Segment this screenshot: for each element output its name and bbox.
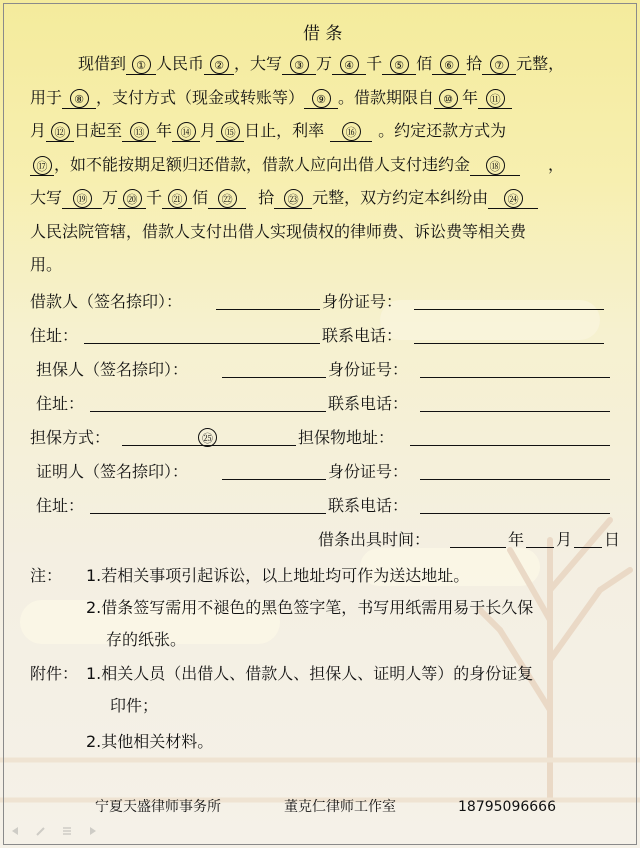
witness-id-line[interactable] bbox=[420, 479, 610, 480]
blank-marker: ⑲ bbox=[73, 189, 92, 208]
cloud-decoration bbox=[380, 300, 600, 340]
attachment-1-line-1: 1.相关人员（出借人、借款人、担保人、证明人等）的身份证复 bbox=[86, 664, 534, 683]
blank-marker: ④ bbox=[340, 55, 359, 74]
borrower-phone-label: 联系电话： bbox=[322, 326, 403, 345]
paragraph-line-1: 现借到 ① 人民币 ② ，大写 ③ 万 ④ 千 ⑤ 佰 ⑥ 拾 ⑦ 元整， bbox=[78, 54, 565, 73]
guarantee-method-label: 担保方式： bbox=[30, 428, 111, 447]
document-title: 借 条 bbox=[303, 24, 343, 44]
attachment-2: 2.其他相关材料。 bbox=[86, 732, 214, 751]
blank-marker: ③ bbox=[290, 55, 309, 74]
footer-lawyer-studio: 董克仁律师工作室 bbox=[284, 799, 396, 815]
menu-icon[interactable] bbox=[62, 826, 72, 836]
collateral-address-line[interactable] bbox=[410, 445, 610, 446]
witness-address-line[interactable] bbox=[90, 513, 326, 514]
witness-id-label: 身份证号： bbox=[328, 462, 409, 481]
guarantor-signature-line[interactable] bbox=[222, 377, 326, 378]
blank-marker: ⑰ bbox=[33, 156, 52, 175]
guarantor-id-label: 身份证号： bbox=[328, 360, 409, 379]
issue-day-line[interactable] bbox=[574, 547, 602, 548]
borrower-address-label: 住址： bbox=[30, 326, 79, 345]
pen-icon[interactable] bbox=[36, 826, 46, 836]
witness-address-label: 住址： bbox=[36, 496, 85, 515]
blank-marker: ㉕ bbox=[198, 428, 217, 447]
blank-marker: ⑯ bbox=[342, 122, 361, 141]
paragraph-line-3: 月 ⑫ 日起至 ⑬ 年 ⑭ 月 ⑮ 日止，利率 ⑯ 。约定还款方式为 bbox=[30, 121, 507, 140]
bare-tree-decoration bbox=[470, 460, 640, 800]
day-label: 日 bbox=[604, 530, 621, 549]
borrower-id-label: 身份证号： bbox=[322, 292, 403, 311]
note-1: 1.若相关事项引起诉讼，以上地址均可作为送达地址。 bbox=[86, 566, 470, 585]
issue-date-label: 借条出具时间： bbox=[318, 530, 431, 549]
guarantor-id-line[interactable] bbox=[420, 377, 610, 378]
witness-phone-label: 联系电话： bbox=[328, 496, 409, 515]
borrower-signature-line[interactable] bbox=[216, 309, 320, 310]
blank-marker: ⑬ bbox=[130, 122, 149, 141]
borrower-address-line[interactable] bbox=[84, 343, 320, 344]
paragraph-line-4: ⑰ ，如不能按期足额归还借款，借款人应向出借人支付违约金 ⑱ ， bbox=[30, 155, 564, 176]
guarantor-address-line[interactable] bbox=[90, 411, 326, 412]
borrower-id-line[interactable] bbox=[414, 309, 604, 310]
blank-marker: ⑤ bbox=[390, 55, 409, 74]
blank-marker: ② bbox=[210, 55, 229, 74]
next-arrow-icon[interactable] bbox=[88, 826, 98, 836]
blank-marker: ㉑ bbox=[168, 189, 187, 208]
year-label: 年 bbox=[508, 530, 525, 549]
witness-label: 证明人（签名捺印）： bbox=[36, 462, 189, 481]
collateral-address-label: 担保物地址： bbox=[298, 428, 395, 447]
blank-marker: ㉔ bbox=[504, 189, 523, 208]
blank-marker: ⑦ bbox=[490, 55, 509, 74]
paragraph-line-7: 用。 bbox=[30, 255, 63, 274]
blank-marker: ㉒ bbox=[218, 189, 237, 208]
guarantor-phone-label: 联系电话： bbox=[328, 394, 409, 413]
blank-marker: ⑨ bbox=[312, 89, 331, 108]
borrower-phone-line[interactable] bbox=[414, 343, 604, 344]
note-2-line-2: 存的纸张。 bbox=[106, 630, 187, 649]
witness-signature-line[interactable] bbox=[222, 479, 326, 480]
blank-marker: ⑱ bbox=[486, 156, 505, 175]
note-2-line-1: 2.借条签写需用不褪色的黑色签字笔，书写用纸需用易于长久保 bbox=[86, 598, 534, 617]
previous-arrow-icon[interactable] bbox=[10, 826, 20, 836]
blank-marker: ⑳ bbox=[123, 189, 142, 208]
footer-law-firm: 宁夏天盛律师事务所 bbox=[95, 799, 221, 815]
month-label: 月 bbox=[556, 530, 573, 549]
paragraph-line-5: 大写 ⑲ 万 ⑳ 千 ㉑ 佰 ㉒ 拾 ㉓ 元整，双方约定本纠纷由 ㉔ bbox=[30, 188, 538, 209]
guarantor-phone-line[interactable] bbox=[420, 411, 610, 412]
blank-marker: ⑮ bbox=[221, 122, 240, 141]
attachments-label: 附件： bbox=[30, 664, 79, 683]
blank-marker: ⑭ bbox=[177, 122, 196, 141]
blank-marker: ⑩ bbox=[439, 89, 458, 108]
attachment-1-line-2: 印件； bbox=[110, 696, 159, 715]
witness-phone-line[interactable] bbox=[420, 513, 610, 514]
blank-marker: ⑪ bbox=[486, 89, 505, 108]
guarantor-address-label: 住址： bbox=[36, 394, 85, 413]
guarantor-label: 担保人（签名捺印）： bbox=[36, 360, 189, 379]
issue-month-line[interactable] bbox=[526, 547, 554, 548]
blank-marker: ① bbox=[132, 55, 151, 74]
issue-year-line[interactable] bbox=[450, 547, 506, 548]
footer-phone: 18795096666 bbox=[458, 799, 556, 815]
borrower-label: 借款人（签名捺印）： bbox=[30, 292, 183, 311]
blank-marker: ⑥ bbox=[440, 55, 459, 74]
paragraph-line-6: 人民法院管辖，借款人支付出借人实现债权的律师费、诉讼费等相关费 bbox=[30, 222, 527, 241]
paragraph-line-2: 用于 ⑧ ，支付方式（现金或转账等） ⑨ 。借款期限自 ⑩ 年 ⑪ bbox=[30, 88, 512, 109]
blank-marker: ⑫ bbox=[51, 122, 70, 141]
blank-marker: ㉓ bbox=[284, 189, 303, 208]
blank-marker: ⑧ bbox=[70, 89, 89, 108]
notes-label: 注： bbox=[30, 566, 63, 585]
